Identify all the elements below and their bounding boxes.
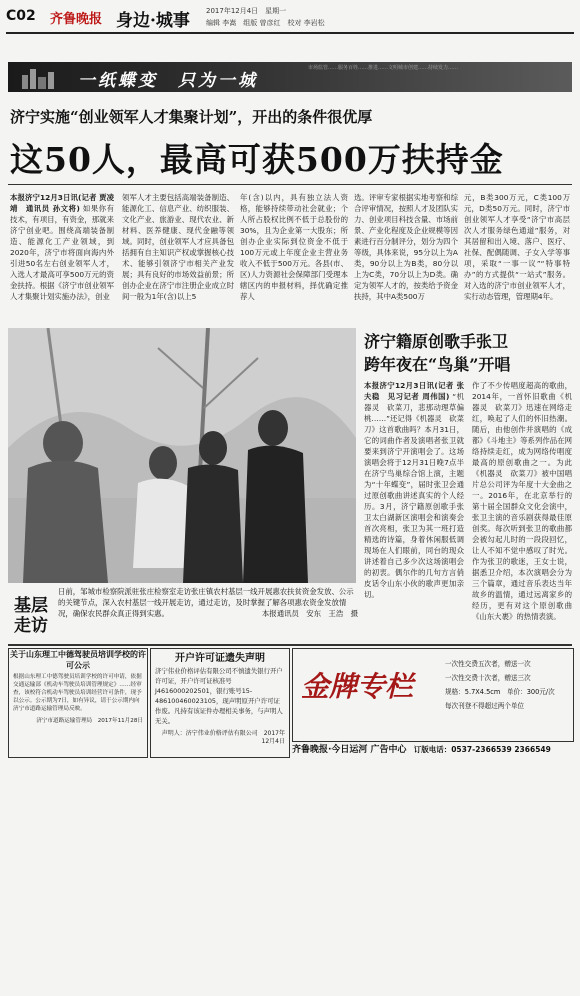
section-title: 身边·城事 — [116, 11, 190, 31]
ad-terms — [445, 657, 571, 713]
city-skyline-icon — [20, 65, 60, 89]
loss-notice — [150, 648, 290, 758]
lead-column-4: 选。评审专家根据实地考察和综合评审情况，按照人才及团队实力、创业项目科技含量、市场前景、产业化程度及企业规模等因素进行百分制评分，划分为四个等级，具体来说，95分以上为A类，90分以上为B类，80分以上为C类，70分以上为D类。确定为领军人才的，按类给予资金扶持，其中A类500万 — [354, 193, 458, 301]
right-headline-line-2: 跨年夜在“鸟巢”开唱 — [364, 355, 511, 374]
lead-col1-text: 如果你有技术，有项目，有资金，那就来济宁创业吧。围绕高端装备制造、能源化工产业领域，到2020年，济宁市将面向海内外引进50名左右创业领军人才，入选人才最高可享500万元的资金扶持。根据《济宁市创业领军人才集聚计划实施办法》，创业 — [10, 204, 114, 301]
paper-masthead: 齐鲁晚报 — [50, 12, 103, 27]
ad-footer — [292, 742, 572, 756]
right-column-2: 作了不少传唱度超高的歌曲，2014年，一首怀旧歌曲《机器灵 砍菜刀》迅速在网络走红，唤起了人们的怀旧热潮。随后，由他创作并演唱的《成都》《斗地主》等系列作品在网络持续走红，成为网络传唱度最高的原创歌曲之一。为此《机器灵 砍菜刀》被中国唱片总公司评为年度十大金曲之一。2016年，在北京举行的第十届全国群众文化会演中，张卫主演的音乐剧获得最佳原创奖。每次听到张卫的歌曲都会被勾起儿时的一段段回忆，让人不知不觉中感叹了时光。作为张卫的歌迷，王女士说，据悉卫介绍，本次演唱会分为三个篇章，通过音乐表达当年故乡的温情，通过远离家乡的经历，更有对这个原创歌曲《山东大裹》的热情表演。 — [472, 381, 572, 621]
slogan-banner — [8, 62, 572, 92]
notice1-sign: 济宁市道路运输管理局 2017年11月28日 — [36, 718, 143, 724]
lead-column-5: 元，B类300万元，C类100万元，D类50万元。同时，济宁市创业领军人才享受“济宁市高层次人才服务绿色通道”服务，对其居留和出入境、落户、医疗、社保、配偶随调、子女入学等事项，采取“一事一议”“特事特办”的方式提供“一站式”服务。对入选的济宁市创业领军人才，实行动态管理，管理期4年。 — [464, 193, 570, 301]
ad-line-4: 每次刊登不得超过两个单位 — [445, 702, 525, 710]
notice2-body: 济宁伟业价格评估有限公司不慎遗失银行开户许可证，开户许可证核准号J4616000202501，银行账号15-486100460023105，现声明原开户许可证作废。凡持有该证件办理相关事务，与声明人无关。 — [155, 667, 283, 725]
editor-credits: 编辑 李嵩 组版 曾彦红 校对 李岩松 — [206, 19, 325, 27]
lead-headline: 这50人，最高可获500万扶持金 — [10, 140, 504, 179]
divider — [8, 184, 572, 185]
notice2-sign: 声明人：济宁伟业价格评估有限公司 2017年12月4日 — [161, 730, 285, 745]
notice1-title: 关于山东理工中德驾驶员培训学校的许可公示 — [10, 650, 146, 670]
photo-caption — [58, 586, 358, 619]
side-title-line-2: 走访 — [14, 616, 48, 636]
lead-column-3: 年(含)以内，具有独立法人资格，能够持续带动社会就业；个人所占股权比例不低于总股份的30%，且为企业第一大股东；所创办企业实际到位资金不低于100万元或上年度企业主营业务收入不低于500万元。各县(市、区)人力资源社会保障部门受理本辖区内的申报材料，择优确定推荐人 — [240, 193, 348, 301]
page-header — [6, 6, 574, 34]
ad-line-1: 一次性交费五次者，赠送一次 — [445, 660, 531, 668]
photo-side-title — [14, 596, 48, 636]
news-photo — [8, 328, 356, 583]
ad-title: 金牌专栏 — [301, 670, 414, 703]
banner-slogan: 一纸蝶变 只为一城 — [78, 71, 258, 91]
ad-line-2: 一次性交费十次者，赠送三次 — [445, 674, 531, 682]
ad-line-3: 规格：5.7X4.5cm 单价：300元/次 — [445, 688, 555, 696]
side-title-line-1: 基层 — [14, 596, 48, 616]
lead-byline: 本报济宁12月3日讯(记者 贾凌靖 通讯员 孙文将) — [10, 193, 114, 213]
right-headline-line-1: 济宁籍原创歌手张卫 — [364, 332, 509, 351]
notice1-body: 根据山东理工中德驾驶员培训学校的许可申请，依据交通运输部《机动车驾驶员培训管理规定》……经审查，该校符合机动车驾驶员培训经营许可条件，现予以公示。公示期为7日，如有异议，请于公示期内向济宁市道路运输管理局反映。 — [13, 674, 142, 712]
caption-text: 日前，邹城市检察院派驻张庄检察室走访张庄镇农村基层一线开展惠农扶贫资金发放、公示的关键节点，深入农村基层一线开展走访，通过走访，及时掌握了解各项惠农资金发放情况，确保农民群众真正得到实惠。 — [58, 587, 354, 618]
photo-credit: 本报通讯员 安东 王浩 摄 — [261, 609, 358, 618]
lead-column-1 — [10, 192, 114, 320]
issue-date: 2017年12月4日 星期一 — [206, 7, 287, 15]
notice2-title: 开户许可证遗失声明 — [175, 653, 265, 664]
people-outdoors-photo — [8, 328, 356, 583]
ad-phone: 订版电话：0537-2366539 2366549 — [413, 745, 551, 754]
banner-fine-print: 市场监管……服务百姓……推进……文明城市创建……持续发力…… — [308, 65, 459, 71]
bottom-divider — [8, 644, 572, 646]
right-col1-text: “机器灵 砍菜刀，悲那动理草偏桃……”还记得《机器灵 砍菜刀》这首歌曲吗？本月31日，它的词曲作者及演唱者张卫就要来到济宁开演唱会了。这场演唱会将于12月31日晚7点半在济宁鸟巢综合馆上演，主题为“十年蝶变”，届时张卫会通过原创歌曲讲述真实的个人经历。3月，济宁籍原创歌手张卫太白湖新区演唱会和演奏会首次亮相，张卫为其一班打造精选的诗篇，身着休闲服低调现场在人们眼前，同台的现众讲述着自己多少次这场演唱会的初衷。偶尔作的几句方言俏皮话令山东小伙的歌声更加亲切。 — [364, 392, 464, 599]
license-notice — [8, 648, 148, 758]
right-headline — [364, 330, 510, 376]
lead-kicker: 济宁实施“创业领军人才集聚计划”，开出的条件很优厚 — [10, 108, 373, 126]
lead-column-2: 领军人才主要包括高端装备制造、能源化工、信息产业、纺织服装、文化产业、旅游业、现代农业、新材料、医养健康、现代金融等领域。同时，创业领军人才应具备包括拥有自主知识产权或掌握核心技术、能够引领济宁市相关产业发展；具有良好的市场效益前景；所创办企业在济宁市注册企业成立时间一般为1年(含)以上5 — [122, 193, 234, 301]
ad-center: 齐鲁晚报·今日运河 广告中心 — [292, 745, 407, 755]
right-column-1 — [364, 380, 464, 638]
right-byline: 本报济宁12月3日讯(记者 张夫稳 见习记者 周伟国) — [364, 381, 464, 401]
page-code: C02 — [6, 8, 36, 24]
ad-box — [292, 648, 574, 742]
